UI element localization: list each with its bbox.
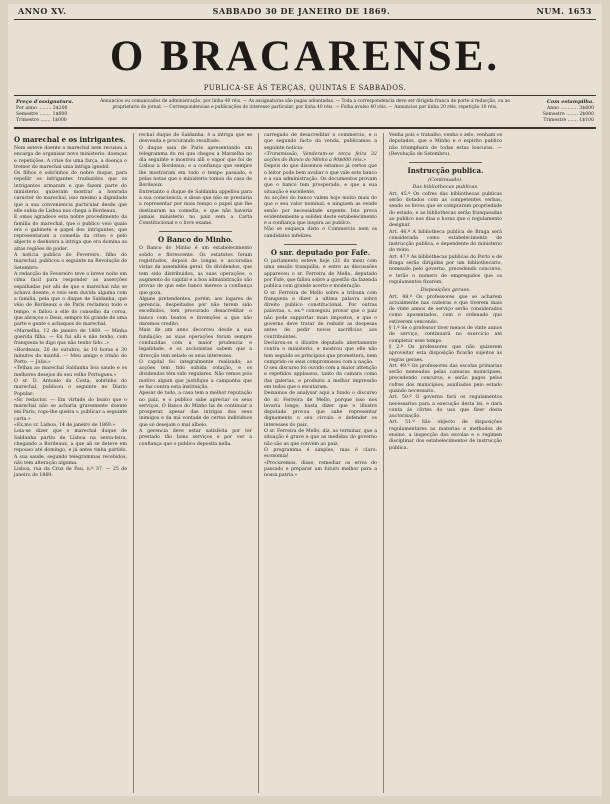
masthead-title: O BRACARENSE. [109, 33, 501, 80]
article-paragraph: Depois do que dissemos estamos já certos que o leitor pode bem avaliar o que vale este banco e a sua administração. Os documentos provam que o banco tem prosperado, e que a sua situação é excellente. As acções do banco valem hoje muito mais do que o seu valor nominal, e ninguem as vende senão por necessidade urgente. Isto prova evidentemente a solidez deste estabelecimento e a confiança que inspira ao publico. Não se esqueça disto o Commercio nem os candidatos infelizes. [264, 164, 377, 239]
price-line: Semestre ........ 2$000 [542, 112, 594, 117]
article-paragraph: O sr. D. Antonio da Costa, sobrinho do marechal, publicou o seguinte no Diario Popular: [14, 378, 129, 397]
price-box-right-title: Com estampilha. [546, 99, 594, 105]
section-divider [284, 244, 357, 245]
subscription-bar [14, 95, 596, 129]
article-heading: Instrucção publica. [407, 166, 484, 176]
price-box-left-title: Preço d'assignatura. [16, 99, 74, 105]
article-paragraph: O Banco do Minho é um estabelecimento solido e florescente. Os estatutos foram registrados, depois de longas e accuradas vistas da assembléa geral. Os dividendos, que tem sido distribuidos, as suas operações, o augmento do capital e a boa administração são provas de que este banco merece a confiança que goza. Alguns pretendentes, porém, aos logares de gerencia, despeitados por não terem sido escolhidos, tem procurado desacreditar o banco com boatos e invenções a que não daremos credito. Mais de um anno decorreu desde a sua fundação; as suas operações foram sempre conduzidas com a maior prudencia e legalidade, e os accionistas sabem que a direcção tem zelado os seus interesses. O capital foi integralmente realizado; as acções tem tido subida cotação, e os dividendos têm sido regulares. Não vemos pois motivo algum que justifique a campanha que se faz contra esta instituição. [139, 246, 252, 390]
notice-text: Annuncios ou comunicados de administração, por linha 40 réis. — As assignaturas são pagas adiantadas. — Toda a correspondencia deve ser dirigida franca de porte á redacção, ou ao proprietario do jornal. — Correspondencias e publicações de interesse particular, por linha 40 réis. — Folha avulso 40 réis. — Annuncios por linha 20 réis, repetição 10 réis. [99, 99, 511, 110]
column-1 [14, 133, 127, 793]
year-label: ANNO XV. [18, 6, 67, 16]
column-2 [133, 133, 252, 793]
price-box-right [518, 99, 594, 124]
issue-number: NUM. 1653 [536, 6, 592, 16]
article-paragraph: «Sr. redactor. — Em virtude do boato que o marechal não se acharia gravemente doente em Paris, rogo-lhe queira v. publicar a seguinte carta.» «Ex.mo sr. Lisboa, 14 de janeiro de 1869.» [14, 397, 127, 429]
article-paragraph: Art. 45.º Os cofres das bibliothecas publicas serão dotados com as competentes verbas, sendo os livros que se comprarem propriedade do estado; e as bibliothecas serão franqueadas ao publico nos dias e horas que o regulamento designar. Art. 46.º A bibliotheca publica de Braga será considerada como estabelecimento de instrucção publica, e dependente do ministerio do reino. Art. 47.º As bibliothecas publicas do Porto e de Braga serão dirigidas por um bibliothecario, nomeado pelo governo, precedendo concurso, e terão o numero de empregados que os regulamentos fixarem. [389, 191, 502, 285]
price-line: Trimestre ....... 1$000 [16, 118, 67, 123]
price-line: Trimestre ....... 1$100 [543, 118, 594, 123]
article-paragraph: rechal duque de Saldanha, é a intriga que se desvenda e procurando resultado. O duque saiu de Paris apresentando um telegramma do rei que chegou a Marselha no dia seguinte e mostrou alli o vapor que foi de Lisboa a Bordeaux, e a confiança que sempre lhe mostraram em todo o tempo passado, e pelas notas que o ministerio tomou da casa de Bordeaux. [139, 133, 252, 189]
article-paragraph: Deixamos de analysar aqui a fundo o discurso do sr. Ferreira de Mello, porque isso nos levaria longe; basta dizer que o illustre deputado provou que sabe representar dignamente o seu circulo e defender os interesses do paiz. O sr. Ferreira de Mello, diz, ao terminar, que a situação é grave e que as medidas do governo não são as que convém ao paiz. O programma é simples, mas é claro: economia! «Procuremos, disse, remediar os erros do passado e preparar um futuro melhor para a nossa patria.» [264, 391, 377, 479]
price-line: Por anno ......... 3$200 [16, 106, 68, 111]
issue-date: SABBADO 30 DE JANEIRO DE 1869. [212, 6, 391, 16]
article-paragraph: «Transmissão. Venderam-se terça feira 32 acções do Banco do Minho a 90$000 réis.» [264, 151, 379, 164]
top-bar [14, 4, 596, 20]
article-paragraph: carregado de desacreditar o commercio, e o que segundo facto da venda, publicamos a seguinte noticia: [264, 133, 379, 151]
newspaper-page [8, 4, 602, 796]
section-divider [159, 231, 232, 232]
article-paragraph: «Marselha, 12 de janeiro de 1869. — Minha querida filha. — Eu fui alli e não tenho, com franqueza te digo que não tenho tido...» [14, 328, 129, 347]
article-paragraph: Venha pois o trabalho, venha o zelo, venham os deputados, que o Minho e o espirito publico não triumphará de todas estas loucuras. — (Revolução de Setembro). [389, 133, 504, 157]
article-heading: O marechal e os intrigantes. [14, 135, 126, 144]
article-subheading: Das bibliothecas publicas. [412, 184, 479, 191]
column-4 [383, 133, 502, 793]
article-paragraph: Lisboa, rua da Cruz de Pau, n.º 37. — 25 de janeiro de 1869. [14, 467, 129, 479]
price-box-left [16, 99, 92, 124]
column-3 [258, 133, 377, 793]
article-paragraph: «Bordeaux, 20 de outubro, ás 10 horas e 30 minutos da manhã. — Meu amigo e irmão do Porto. — Julio.» «Telhas ao marechal Saldanha boa saude e os melhores desejos do seu velho Portugues.» [14, 347, 127, 378]
article-columns [14, 133, 596, 793]
article-paragraph: Art. 48.º Os professores que se acharem actualmente nas cadeiras e que tiverem mais de vinte annos de serviço serão considerados como aposentados, com o ordenado que estiverem vencendo. § 1.º Se o professor tiver menos de vinte annos de serviço, continuará no exercicio até completar esse tempo. § 2.º Os professores que não quizerem aproveitar esta disposição ficarão sujeitos ás regras geraes. Art. 49.º Os professores das escolas primarias serão nomeados pelas camaras municipaes, precedendo concurso, e serão pagos pelos cofres dos municipios, auxiliados pelo estado quando necessario. Art. 50.º O governo fará os regulamentos necessarios para a execução desta lei, e dará conta ás côrtes do uso que fizer desta auctorisação. Art. 51.º São objecto de disposições regulamentares as materias e methodos de ensino, a inspecção das escolas e o regimen disciplinar dos estabelecimentos de instrucção publica. [389, 294, 502, 451]
price-line: Semestre ........ 1$800 [16, 112, 68, 117]
publication-line: PUBLICA-SE ÁS TERÇAS, QUINTAS E SABBADOS. [203, 84, 407, 92]
article-subheading: (Continuado). [428, 177, 463, 184]
article-paragraph: Leia-se dizer que o marechal duque de Saldanha partiu de Lisboa na sexta-feira, chegando a Bordeaux, a que ali se deteve em repouso até domingo, e já antes tinha partido. A sua saude, segundo telegrammas recebidos, não tem alteração alguma. [14, 429, 129, 466]
article-paragraph: O parlamento esteve hoje (21 do mez) com uma sessão tranquilla; e entre as discussões appareceu o sr. Ferreira de Mello, deputado por Fafe, que fallou sobre a questão da fazenda publica com grande acerto e moderação. O sr. Ferreira de Mello sobre a tribuna com franqueza e dizer a ultima palavra sobre direito publico constitucional. Por outras palavras, s. ex.ª conseguiu provar que o paiz não pode supportar mais impostos, e que o governo deve tratar de reduzir as despesas antes de pedir novos sacrificios aos contribuintes. Declarou-se o illustre deputado abertamente contra o ministerio, e mostrou que elle não tem seguido os principios que promettera, nem cumprido os seus compromissos com a nação. O seu discurso foi ouvido com a maior attenção e repetidos applausos, tanto da camara como das galerias, e produziu a melhor impressão em todos que o escutaram. [264, 259, 377, 390]
price-line: Anno ............ 3$600 [546, 106, 594, 111]
article-paragraph: A redacção do Fevereiro teve o breve noite em cima facil para responder as asserções espalhadas por ahi de que o marechal não se achava doente, e veio sem duvida alguma com a familia, pela que o duque de Saldanha, que vêio de Bordeaux e de Paris reclamou todo e tempo, e fallou a elle do conselho da coroa, que abraçou o Deus, sempre foi grande de uma parte e gente o achaques do marechal. [14, 271, 129, 328]
section-divider [409, 162, 482, 163]
article-subheading: Disposições geraes. [420, 287, 471, 294]
article-paragraph: Apesar de tudo, a casa tem a melhor reputação no paiz, e o publico sabe apreciar os seus serviços. O Banco do Minho ha de continuar a prosperar, apesar das intrigas dos seus inimigos e da má vontade de certos individuos que só desejam o mal alheio. A gerencia deve estar satisfeita por ter prestado tão bons serviços e por ver a confiança que o publico deposita nella. [139, 391, 252, 447]
article-paragraph: Entretanto o duque de Saldanha appellou para a sua consciencia, e disse que não se prestaria a representar por mais tempo o papel que lhe destinaram na comedia, e que não haveria jamais ministerio no paiz sem a Carta Constitucional e o livre exame. [139, 189, 254, 227]
article-heading: O snr. deputado por Fafe. [270, 248, 371, 258]
article-paragraph: Nem esteve doente o marechal nem recusou a encarga de organisar novo ministerio: doenças e repetições. A crise foi uma farça, a doença o tremor do marechal uma intriga ignobil. Os filhos e sobrinhos do nobre duque, para repellir os intrigantes traduzidos que os intrigantes armaram e que fazem parte do ministerio, quizeram mostrar a honrada caracter do marechal, isso mesmo a dignidade que a sua conveniencia particular desde que elle subia de Lisboa nos chega a Bordeaux. E omos agradece esta nobre procedimento da familia do marechal, que o publico veio qualo era o gabinete e papel dos intrigantes, que representaram a comedia da crise; e pelo abjecto e deshonra a intriga que ora domina as altas regiões do poder. A noticia publica do Fevereiro, filho do marechal, publicou o seguinte na Revolução de Setembro: [14, 146, 127, 271]
article-heading: O Banco do Minho. [157, 235, 233, 245]
